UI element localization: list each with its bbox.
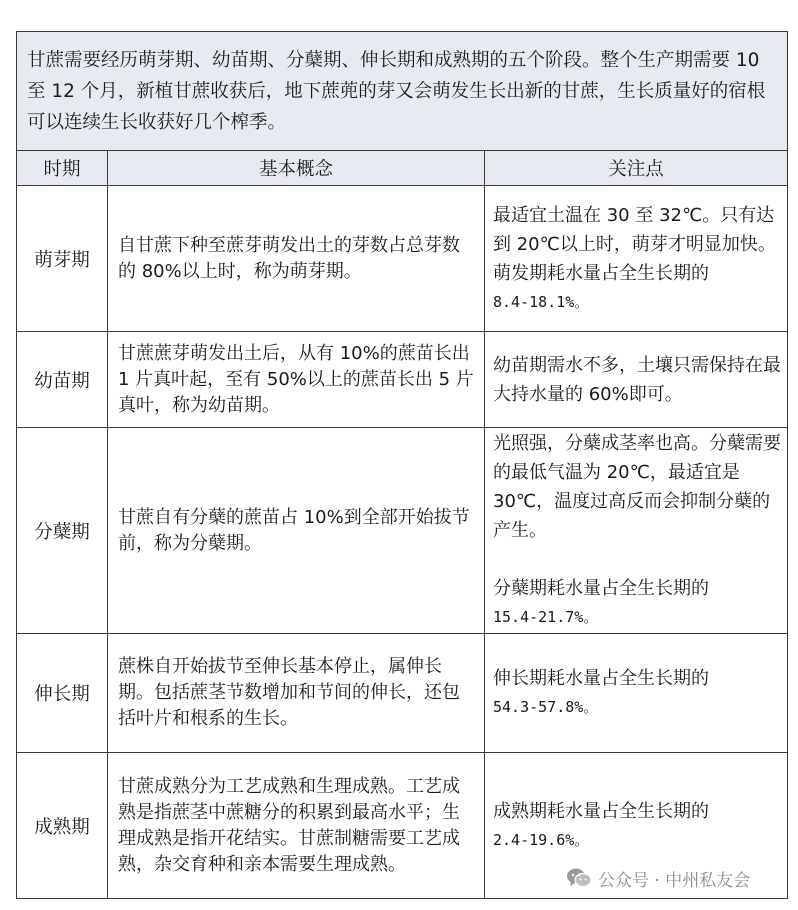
stage-concept: 蔗株自开始拔节至伸长基本停止，属伸长期。包括蔗茎节数增加和节间的伸长，还包括叶片和根系的生长。: [108, 634, 485, 753]
table-row: [17, 428, 788, 634]
header-concept: 基本概念: [108, 151, 485, 186]
stage-concept: 甘蔗成熟分为工艺成熟和生理成熟。工艺成熟是指蔗茎中蔗糖分的积累到最高水平；生理成熟是指开花结实。甘蔗制糖需要工艺成熟，杂交育种和亲本需要生理成熟。: [108, 753, 485, 899]
table-row: [17, 634, 788, 753]
stage-concept: 甘蔗蔗芽萌发出土后，从有 10%的蔗苗长出 1 片真叶起，至有 50%以上的蔗苗长出 5 片真叶，称为幼苗期。: [108, 332, 485, 428]
note-value: 15.4-21.7%。: [493, 608, 599, 626]
note-value: 54.3-57.8%。: [493, 698, 599, 716]
stage-notes: [485, 634, 788, 753]
header-stage: 时期: [17, 151, 108, 186]
stage-notes: [485, 428, 788, 634]
stage-notes: [485, 186, 788, 332]
table-row: [17, 186, 788, 332]
note-line: 最适宜土温在 30 至 32℃。只有达到 20℃以上时，萌芽才明显加快。: [493, 204, 776, 255]
header-notes: 关注点: [485, 151, 788, 186]
note-spacer: [493, 545, 781, 574]
sugarcane-stages-table: [16, 31, 788, 899]
note-value: 8.4-18.1%。: [493, 292, 590, 311]
table-row: [17, 332, 788, 428]
stage-name: 萌芽期: [17, 186, 108, 332]
stage-concept: 自甘蔗下种至蔗芽萌发出土的芽数占总芽数的 80%以上时，称为萌芽期。: [108, 186, 485, 332]
note-line: 光照强，分蘖成茎率也高。分蘖需要的最低气温为 20℃，最适宜是 30℃，温度过高反而会抑制分蘖的产生。: [493, 433, 781, 541]
note-line: 萌发期耗水量占全生长期的: [493, 262, 709, 284]
watermark-text: 公众号 · 中州私友会: [598, 870, 751, 891]
note-line: 伸长期耗水量占全生长期的: [493, 668, 709, 689]
note-value: 2.4-19.6%。: [493, 830, 590, 849]
intro-row: [17, 32, 788, 151]
intro-text: 甘蔗需要经历萌芽期、幼苗期、分蘖期、伸长期和成熟期的五个阶段。整个生产期需要 10 至 12 个月，新植甘蔗收获后，地下蔗蔸的芽又会萌发生长出新的甘蔗，生长质量好的宿根可以连续生长收获好几个榨季。: [17, 32, 788, 151]
stage-name: 伸长期: [17, 634, 108, 753]
watermark: [566, 864, 750, 892]
note-line: 分蘖期耗水量占全生长期的: [493, 578, 709, 599]
header-row: [17, 151, 788, 186]
stage-name: 成熟期: [17, 753, 108, 899]
stage-concept: 甘蔗自有分蘖的蔗苗占 10%到全部开始拔节前，称为分蘖期。: [108, 428, 485, 634]
stage-name: 幼苗期: [17, 332, 108, 428]
wechat-icon: [566, 867, 592, 889]
stage-name: 分蘖期: [17, 428, 108, 634]
stage-notes: [485, 332, 788, 428]
note-line: 幼苗期需水不多，土壤只需保持在最大持水量的 60%即可。: [493, 354, 781, 405]
note-line: 成熟期耗水量占全生长期的: [493, 800, 709, 822]
